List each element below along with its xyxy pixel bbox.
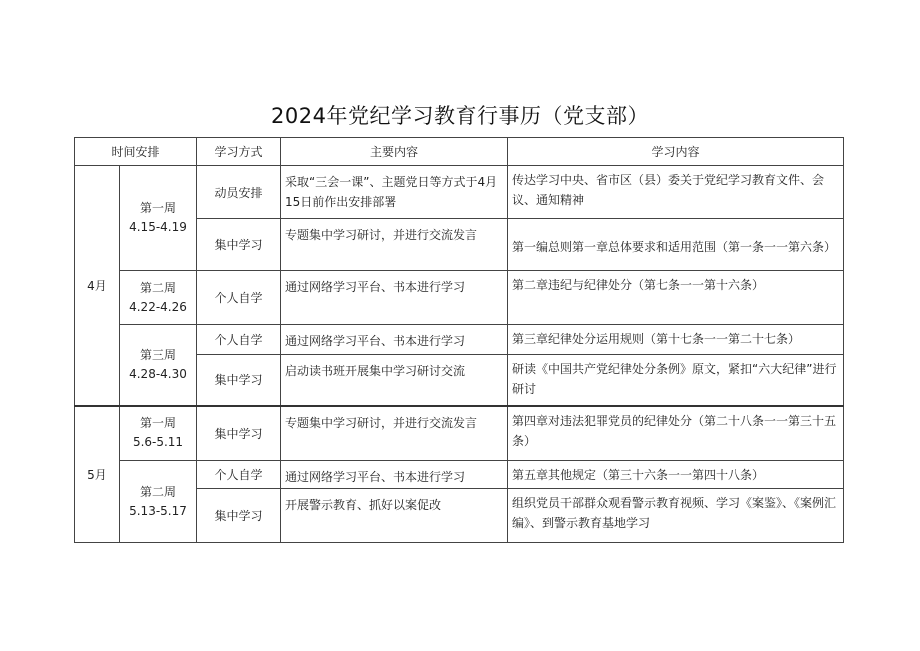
study-cell: 组织党员干部群众观看警示教育视频、学习《案鉴》、《案例汇编》、到警示教育基地学习 xyxy=(508,489,844,543)
month-may: 5月 xyxy=(75,406,120,543)
page-title: 2024年党纪学习教育行事历（党支部） xyxy=(271,104,649,128)
week-cell xyxy=(120,406,197,461)
main-cell: 通过网络学习平台、书本进行学习 xyxy=(281,461,508,489)
method-cell: 个人自学 xyxy=(197,271,281,325)
table-row xyxy=(75,166,844,219)
method-cell: 集中学习 xyxy=(197,219,281,271)
header-time: 时间安排 xyxy=(75,138,197,166)
week-dates: 4.22-4.26 xyxy=(129,299,187,314)
study-cell: 传达学习中央、省市区（县）委关于党纪学习教育文件、会议、通知精神 xyxy=(508,166,844,219)
week-name: 第一周 xyxy=(140,201,177,215)
study-cell: 第五章其他规定（第三十六条一一第四十八条） xyxy=(508,461,844,489)
week-name: 第三周 xyxy=(140,347,177,362)
week-name: 第二周 xyxy=(140,484,177,499)
table-row xyxy=(75,406,844,461)
main-cell: 通过网络学习平台、书本进行学习 xyxy=(281,271,508,325)
week-dates: 5.6-5.11 xyxy=(132,435,184,450)
study-cell: 第一编总则第一章总体要求和适用范围（第一条一一第六条） xyxy=(508,219,844,271)
week-dates: 5.13-5.17 xyxy=(129,503,187,518)
method-cell: 集中学习 xyxy=(197,489,281,543)
week-cell xyxy=(120,271,197,325)
month-april: 4月 xyxy=(75,166,120,406)
table-row xyxy=(75,461,844,489)
study-cell: 第二章违纪与纪律处分（第七条一一第十六条） xyxy=(508,271,844,325)
week-cell xyxy=(120,166,197,271)
method-cell: 个人自学 xyxy=(197,461,281,489)
header-row xyxy=(75,138,844,166)
week-dates: 4.15-4.19 xyxy=(129,220,187,234)
study-cell: 第四章对违法犯罪党员的纪律处分（第二十八条一一第三十五条） xyxy=(508,406,844,461)
study-cell: 研读《中国共产党纪律处分条例》原文，紧扣“六大纪律”进行研讨 xyxy=(508,355,844,406)
week-name: 第二周 xyxy=(140,280,177,295)
week-cell xyxy=(120,461,197,543)
main-cell: 启动读书班开展集中学习研讨交流 xyxy=(281,355,508,406)
table-row xyxy=(75,271,844,325)
week-name: 第一周 xyxy=(140,416,177,431)
week-dates: 4.28-4.30 xyxy=(129,366,187,381)
main-cell: 开展警示教育、抓好以案促改 xyxy=(281,489,508,543)
method-cell: 动员安排 xyxy=(197,166,281,219)
table-row xyxy=(75,325,844,355)
method-cell: 集中学习 xyxy=(197,406,281,461)
schedule-table xyxy=(74,137,844,543)
study-cell: 第三章纪律处分运用规则（第十七条一一第二十七条） xyxy=(508,325,844,355)
main-cell: 专题集中学习研讨，并进行交流发言 xyxy=(281,219,508,271)
method-cell: 个人自学 xyxy=(197,325,281,355)
main-cell: 采取“三会一课”、主题党日等方式于4月15日前作出安排部署 xyxy=(281,166,508,219)
header-study: 学习内容 xyxy=(508,138,844,166)
main-cell: 专题集中学习研讨，并进行交流发言 xyxy=(281,406,508,461)
week-cell xyxy=(120,325,197,406)
header-main: 主要内容 xyxy=(281,138,508,166)
header-method: 学习方式 xyxy=(197,138,281,166)
method-cell: 集中学习 xyxy=(197,355,281,406)
main-cell: 通过网络学习平台、书本进行学习 xyxy=(281,325,508,355)
